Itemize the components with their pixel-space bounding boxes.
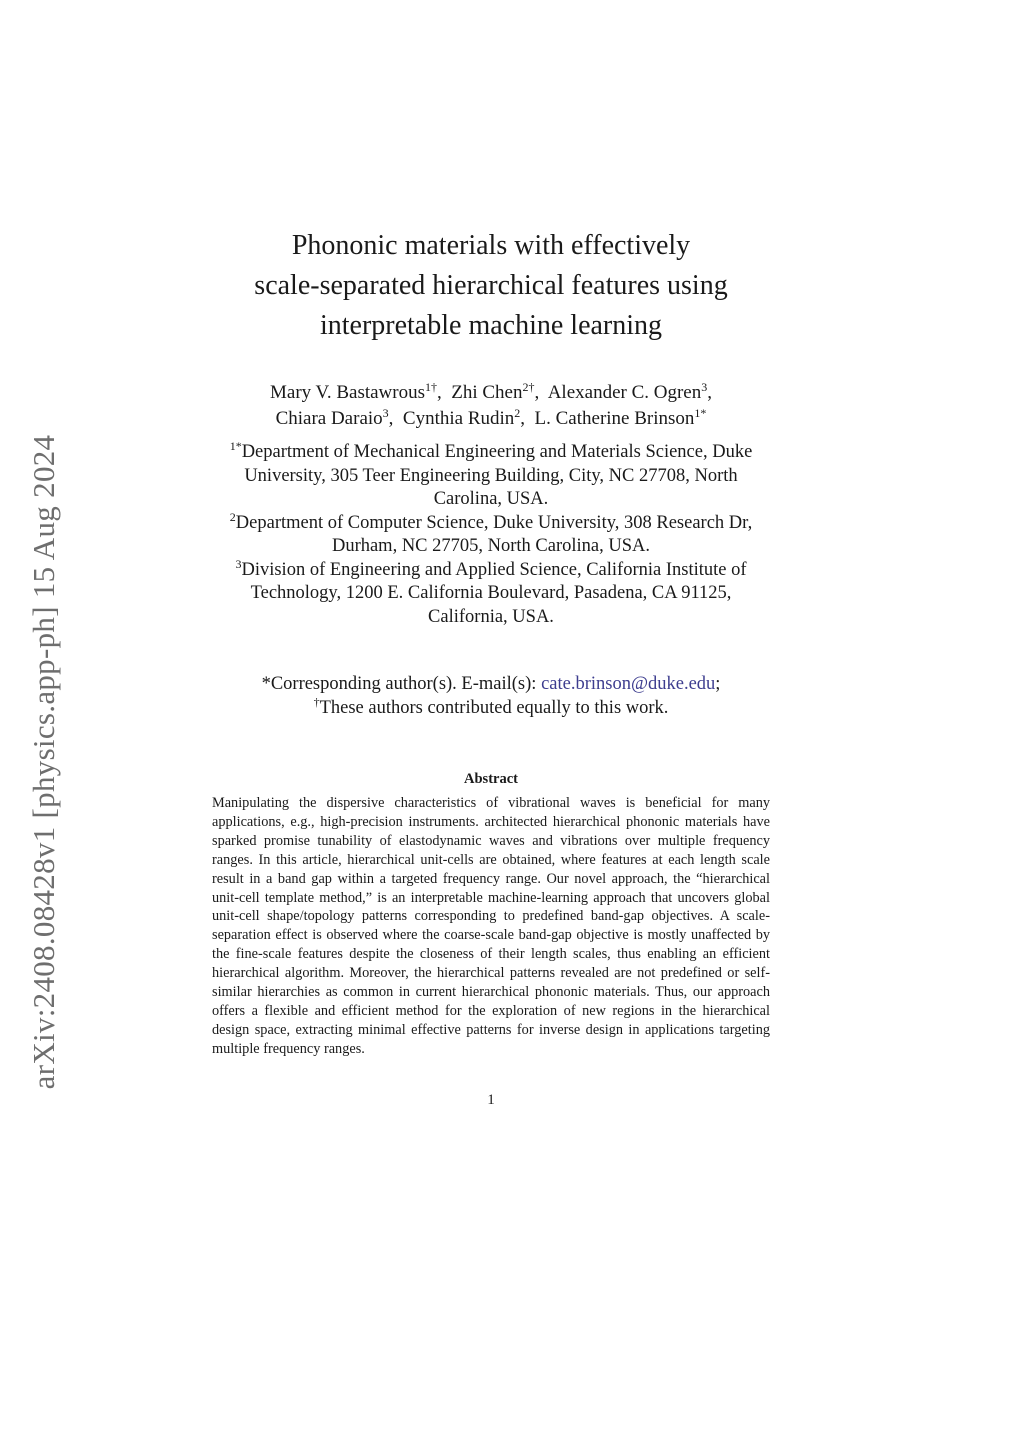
author-affil-mark: 3 xyxy=(382,406,389,420)
title-line: Phononic materials with effectively xyxy=(291,230,691,261)
dagger-mark: † xyxy=(313,695,320,709)
author-name: Chiara Daraio xyxy=(275,408,383,429)
title-line: interpretable machine learning xyxy=(319,310,663,341)
author-sep: , xyxy=(437,382,442,403)
author-name: Mary V. Bastawrous xyxy=(270,382,425,403)
title-line: scale-separated hierarchical features using xyxy=(254,270,728,301)
author-name: Alexander C. Ogren xyxy=(547,382,702,403)
equal-contribution-line xyxy=(212,696,770,720)
author xyxy=(276,408,394,429)
author-affil-mark: 2 xyxy=(514,406,521,420)
affiliation-text: Division of Engineering and Applied Science, California Institute of Technology, 1200 E. California Boulevard, Pasadena, CA 91125, California, USA. xyxy=(241,559,747,627)
author-affil-mark: 2† xyxy=(522,380,535,394)
author-line xyxy=(212,380,770,406)
author-sep: , xyxy=(520,408,526,429)
abstract-body: Manipulating the dispersive characteristics of vibrational waves is beneficial for many applications, e.g., high-precision instruments. architected hierarchical phononic materials have sparked promise tunability of elastodynamic waves and vibrations over multiple frequency ranges. In this article, hierarchical unit-cells are obtained, where features at each length scale result in a band gap within a targeted frequency range. Our novel approach, the “hierarchical unit-cell template method,” is an interpretable machine-learning approach that uncovers global unit-cell shape/topology patterns corresponding to predefined band-gap objectives. A scale-separation effect is observed where the coarse-scale band-gap objective is mostly unaffected by the fine-scale features despite the closeness of their length scales, thus enabling an efficient hierarchical algorithm. Moreover, the hierarchical patterns revealed are not predefined or self-similar hierarchies as common in current hierarchical phononic materials. Thus, our approach offers a flexible and efficient method for the exploration of new regions in the hierarchical design space, extracting minimal effective patterns for inverse design in applications targeting multiple frequency ranges. xyxy=(212,795,770,1057)
email-link[interactable]: cate.brinson@duke.edu xyxy=(541,674,716,694)
abstract-heading: Abstract xyxy=(464,771,518,787)
author-list xyxy=(212,380,770,432)
author-sep: , xyxy=(388,408,394,429)
author-name: Cynthia Rudin xyxy=(402,408,515,429)
paper-title xyxy=(212,226,770,346)
author-sep: , xyxy=(707,382,712,403)
correspondence-note xyxy=(212,672,770,720)
author-name: Zhi Chen xyxy=(451,382,523,403)
author xyxy=(548,382,712,403)
affiliation-mark: 2 xyxy=(229,509,236,524)
author-line xyxy=(212,406,770,432)
author-affil-mark: 1† xyxy=(425,380,437,394)
affiliation-mark: 3 xyxy=(235,556,242,571)
page-number: 1 xyxy=(487,1091,495,1108)
affiliation-list xyxy=(212,441,770,629)
author-sep: , xyxy=(534,382,540,403)
affiliation xyxy=(212,509,770,559)
affiliation xyxy=(212,441,770,512)
affiliation-text: Department of Computer Science, Duke University, 308 Research Dr, Durham, NC 27705, North Carolina, USA. xyxy=(235,512,753,556)
affiliation-text: Department of Mechanical Engineering and Materials Science, Duke University, 305 Teer Engineering Building, City, NC 27708, North Carolina, USA. xyxy=(241,442,753,509)
author xyxy=(270,382,442,403)
author xyxy=(403,408,525,429)
author-affil-mark: 3 xyxy=(701,380,708,394)
affiliation-mark: 1* xyxy=(229,439,242,453)
paper-first-page xyxy=(212,226,770,1109)
arxiv-identifier-stamp: arXiv:2408.08428v1 [physics.app-ph] 15 Aug 2024 xyxy=(26,434,61,1090)
corresponding-prefix: *Corresponding author(s). E-mail(s): xyxy=(261,674,542,694)
author-affil-mark: 1* xyxy=(694,406,707,420)
author xyxy=(451,382,539,403)
corresponding-suffix: ; xyxy=(715,674,721,694)
affiliation xyxy=(212,556,770,630)
author xyxy=(535,408,707,429)
corresponding-author-line xyxy=(212,672,770,696)
equal-contribution-text: These authors contributed equally to this work. xyxy=(319,698,669,718)
author-name: L. Catherine Brinson xyxy=(534,408,695,429)
